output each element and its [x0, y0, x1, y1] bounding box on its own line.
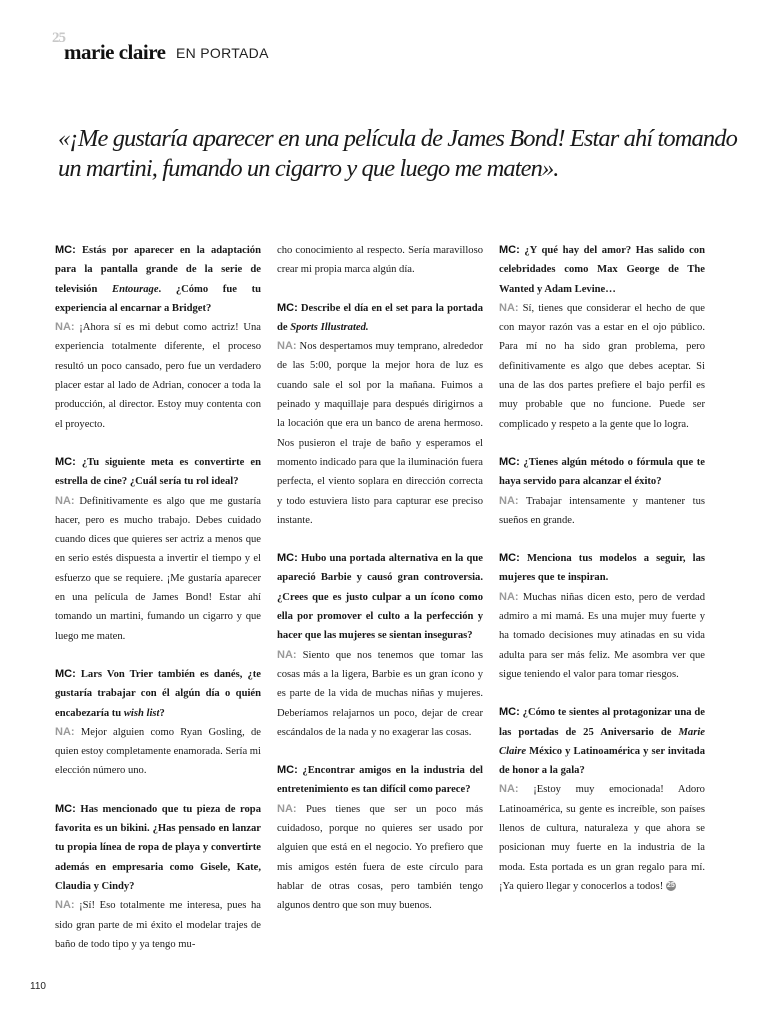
- qa-block: [277, 761, 483, 915]
- text-segment: México y Latinoamérica y ser invitada de honor a la gala?: [499, 745, 705, 777]
- article-column-1: [55, 241, 261, 973]
- text-segment: ¡Sí! Eso totalmente me interesa, pues ha sido gran parte de mi éxito el modelar trajes de baño de todo tipo y ya tengo mu-: [55, 900, 261, 950]
- answer-text: [499, 784, 705, 891]
- text-segment: ¿Y qué hay del amor? Has salido con celebridades como Max George de The Wanted y Adam Levine…: [499, 245, 705, 295]
- answer-text: [277, 341, 483, 526]
- page-number: 110: [30, 981, 46, 992]
- interviewer-label: MC:: [55, 244, 76, 256]
- answer-text: [277, 245, 483, 275]
- question-text: [277, 303, 483, 333]
- interviewee-label: NA:: [277, 340, 297, 353]
- answer-text: [499, 303, 705, 430]
- qa-block: [499, 453, 705, 530]
- answer-text: [499, 592, 705, 680]
- text-segment: Menciona tus modelos a seguir, las mujeres que te inspiran.: [499, 553, 705, 584]
- qa-block: [55, 453, 261, 646]
- interviewer-label: MC:: [499, 552, 520, 565]
- interviewer-label: MC:: [277, 764, 298, 777]
- answer-text: [277, 650, 483, 738]
- question-text: [55, 669, 261, 719]
- text-segment: ¿Encontrar amigos en la industria del entretenimiento es tan difícil como parece?: [277, 765, 483, 796]
- text-segment: Definitivamente es algo que me gustaría hacer, pero es mucho trabajo. Debes cuidado cuando dices que quieres ser actriz a menos que en serio estés dispuesta a invertir el tiempo y el esfuerzo que se requiere. ¡Me gustaría aparecer en una película de James Bond! Estar ahí tomando un martini, fumando un cigarro y que luego me maten.: [55, 495, 261, 642]
- text-segment: . ¿Cómo fue tu experiencia al encarnar a Bridget?: [55, 283, 261, 314]
- text-segment: ¿Cómo te sientes al protagonizar una de las portadas de 25 Aniversario de: [499, 707, 705, 738]
- interviewee-label: NA:: [55, 899, 75, 912]
- interviewer-label: MC:: [277, 552, 298, 565]
- interviewer-label: MC:: [55, 455, 76, 468]
- italic-title: Entourage: [112, 283, 159, 295]
- text-segment: Nos despertamos muy temprano, alrededor de las 5:00, porque la mejor hora de luz es cuando sale el sol por la mañana. Fuimos a peinado y maquillaje para después dirigirnos a la locación que era un banco de arena hermoso. Nos pusieron el traje de baño y esperamos el momento indicado para que la iluminación fuera perfecta, el viento soplara en dirección correcta y todo estuviera listo para capturar ese preciso instante.: [277, 341, 483, 526]
- qa-block: [499, 703, 705, 896]
- text-segment: Muchas niñas dicen esto, pero de verdad admiro a mi mamá. Es una mujer muy fuerte y ha tomado decisiones muy atinadas en su vida adulta para ser más feliz. Me asombra ver que sigue teniendo el valor para tomar riesgos.: [499, 591, 706, 680]
- answer-text: [55, 496, 261, 642]
- italic-title: wish list: [123, 707, 160, 719]
- question-text: [55, 457, 261, 487]
- interviewee-label: NA:: [499, 494, 519, 507]
- text-segment: Mejor alguien como Ryan Gosling, de quien estoy completamente enamorada. Sería mi elección número uno.: [55, 726, 261, 777]
- answer-text: [55, 322, 261, 429]
- text-segment: cho conocimiento al respecto. Sería maravilloso crear mi propia marca algún día.: [277, 245, 483, 276]
- interviewer-label: MC:: [55, 667, 76, 680]
- question-text: [277, 765, 483, 795]
- text-segment: ?: [159, 707, 165, 719]
- text-segment: ¿Tienes algún método o fórmula que te haya servido para alcanzar el éxito?: [499, 456, 705, 488]
- qa-block: [499, 241, 705, 434]
- interviewee-label: NA:: [499, 783, 519, 796]
- text-segment: Lars Von Trier también es danés, ¿te gustaría trabajar con él algún día o quién encabezaría tu: [55, 668, 261, 719]
- interviewee-label: NA:: [277, 648, 297, 661]
- text-segment: Hubo una portada alternativa en la que apareció Barbie y causó gran controversia. ¿Crees que es justo culpar a un ícono como ella por promover el culto a la perfección y hacer que las mujeres se sientan inseguras?: [277, 553, 483, 642]
- answer-text: [499, 496, 705, 526]
- article-column-3: [499, 241, 705, 915]
- end-of-article-icon: 25: [667, 882, 675, 890]
- question-text: [499, 707, 705, 776]
- article-column-2: [277, 241, 483, 935]
- question-text: [499, 245, 705, 295]
- text-segment: Pues tienes que ser un poco más cuidadoso, porque no quieres ser usado por alguien que está en el negocio. Yo prefiero que mis amigos estén fuera de este círculo para hablar de otras cosas, pero también tengo algunos dentro que son muy buenos.: [277, 803, 483, 912]
- interviewee-label: NA:: [55, 321, 75, 334]
- question-text: [55, 245, 261, 314]
- text-segment: Trabajar intensamente y mantener tus sueños en grande.: [499, 495, 705, 526]
- question-text: [277, 553, 483, 641]
- answer-text: [55, 900, 261, 950]
- qa-block: [55, 800, 261, 954]
- interviewer-label: MC:: [499, 244, 520, 256]
- interviewer-label: MC:: [55, 802, 76, 815]
- continued-paragraph: [277, 241, 483, 280]
- interviewee-label: NA:: [55, 494, 75, 507]
- text-segment: Estás por aparecer en la adaptación para la pantalla grande de la serie de televisión: [55, 245, 261, 295]
- qa-block: [55, 665, 261, 781]
- interviewee-label: NA:: [277, 802, 297, 815]
- masthead: [52, 30, 452, 62]
- question-text: [55, 804, 261, 892]
- italic-title: Sports Illustrated.: [290, 321, 369, 333]
- interviewer-label: MC:: [499, 706, 520, 719]
- interviewer-label: MC:: [277, 301, 298, 314]
- italic-title: Marie Claire: [499, 726, 705, 757]
- issue-number: 25: [52, 30, 65, 46]
- interviewee-label: NA:: [499, 590, 519, 603]
- question-text: [499, 457, 705, 487]
- text-segment: ¡Estoy muy emocionada! Adoro Latinoamérica, su gente es increíble, son países llenos de cultura, naturaleza y que ahora se posicionan muy fuerte en la industria de la moda. Esta portada es un gran regalo para mí. ¡Ya quiero llegar y conocerlos a todos!: [499, 784, 705, 892]
- text-segment: ¿Tu siguiente meta es convertirte en estrella de cine? ¿Cuál sería tu rol ideal?: [55, 456, 261, 488]
- qa-block: [277, 549, 483, 742]
- question-text: [499, 553, 705, 583]
- interviewee-label: NA:: [55, 725, 75, 738]
- answer-text: [277, 804, 483, 911]
- text-segment: Describe el día en el set para la portada de: [277, 302, 483, 333]
- text-segment: Siento que nos tenemos que tomar las cosas más a la ligera, Barbie es un gran ícono y es parte de la vida de muchas niñas y mujeres. Deberíamos relajarnos un poco, dejar de crear escándalos de la nada y no exagerar las cosas.: [277, 649, 483, 738]
- qa-block: [55, 241, 261, 434]
- interviewee-label: NA:: [499, 301, 519, 314]
- text-segment: ¡Ahora sí es mi debut como actriz! Una experiencia totalmente diferente, el proceso resultó un poco cansado, pero fue un verdadero placer estar al lado de Adrian, conocer a toda la producción, al director. Estoy muy contenta con el proyecto.: [55, 322, 261, 430]
- text-segment: Sí, tienes que considerar el hecho de que con mayor razón vas a estar en el ojo público. Para mí no ha sido gran problema, pero definitivamente es algo que debes aceptar. Si una de las dos partes prefiere el bajo perfil es muy probable que no funcione. Puede ser complicado y respeto a la gente que lo logra.: [499, 302, 705, 430]
- qa-block: [277, 299, 483, 531]
- text-segment: Has mencionado que tu pieza de ropa favorita es un bikini. ¿Has pensado en lanzar tu propia línea de ropa de playa y convertirte además en empresaria como Gisele, Kate, Claudia y Cindy?: [55, 803, 261, 892]
- answer-text: [55, 727, 261, 777]
- brand-logo: marie claire: [64, 40, 166, 64]
- section-title: EN PORTADA: [176, 45, 269, 61]
- qa-block: [499, 549, 705, 684]
- pull-quote: «¡Me gustaría aparecer en una película de James Bond! Estar ahí tomando un martini, fumando un cigarro y que luego me maten».: [58, 125, 737, 182]
- interviewer-label: MC:: [499, 455, 520, 468]
